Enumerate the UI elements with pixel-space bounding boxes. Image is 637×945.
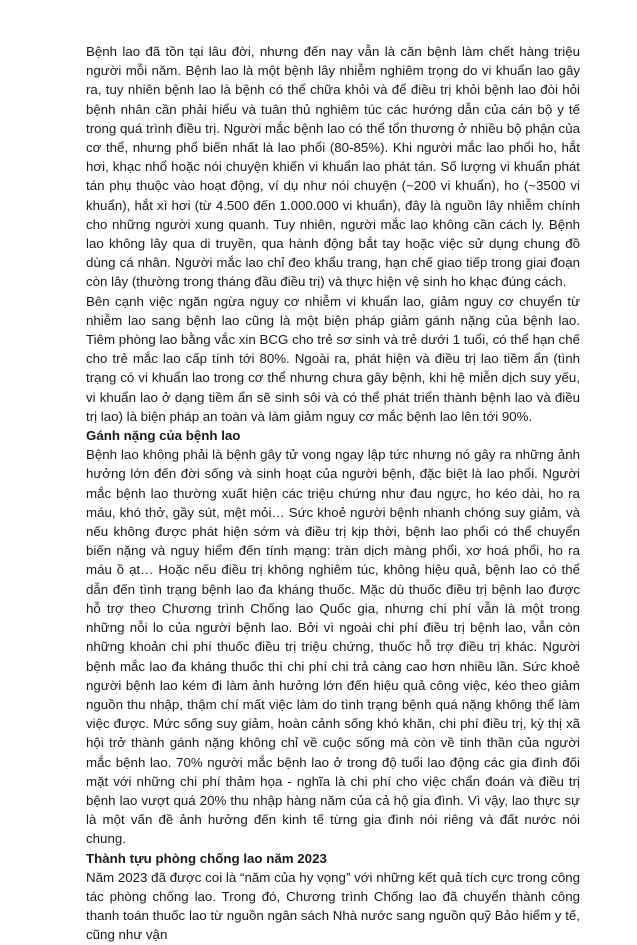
section-heading-achievements-2023: Thành tựu phòng chống lao năm 2023 xyxy=(86,850,327,866)
paragraph-intro-tuberculosis: Bệnh lao đã tồn tại lâu đời, nhưng đến nay vẫn là căn bệnh làm chết hàng triệu người mỗi năm. Bệnh lao là một bệnh lây nhiễm nghiêm trọng do vi khuẩn lao gây ra, tuy nhiên bệnh lao là bệnh có thể chữa khỏi và để điều trị khỏi bệnh lao đòi hỏi bệnh nhân cần phải hiểu và tuân thủ nghiêm túc các hướng dẫn của cán bộ y tế trong quá trình điều trị. Người mắc bệnh lao có thể tổn thương ở nhiều bộ phận của cơ thể, nhưng phổ biến nhất là lao phổi (80-85%). Khi người mắc lao phổi ho, hắt hơi, khạc nhổ hoặc nói chuyện khiến vi khuẩn lao phát tán. Số lượng vi khuẩn phát tán phụ thuộc vào hoạt động, ví dụ như nói chuyện (~200 vi khuẩn), ho (~3500 vi khuẩn), hắt xì hơi (từ 4.500 đến 1.000.000 vi khuẩn), đây là nguồn lây nhiễm chính cho những người xung quanh. Tuy nhiên, người mắc lao không cần cách ly. Bệnh lao không lây qua di truyền, qua hành động bắt tay hoặc việc sử dụng chung đồ dùng cá nhân. Người mắc lao chỉ đeo khẩu trang, hạn chế giao tiếp trong giai đoạn còn lây (thường trong tháng đầu điều trị) và thực hiện vệ sinh ho khạc đúng cách. xyxy=(86,44,580,290)
section-heading-burden: Gánh nặng của bệnh lao xyxy=(86,428,241,444)
paragraph-burden: Bệnh lao không phải là bệnh gây tử vong ngay lập tức nhưng nó gây ra những ảnh hưởng lớn đến đời sống và sinh hoạt của người bệnh, đặc biệt là lao phổi. Người mắc bệnh lao thường xuất hiện các triệu chứng như đau ngực, ho kéo dài, ho ra máu, khó thở, gầy sút, mệt mỏi… Sức khoẻ người bệnh nhanh chóng suy giảm, và nếu không được phát hiện sớm và điều trị kịp thời, bệnh lao phổi có thể chuyển biến nặng và nguy hiểm đến tính mạng: tràn dịch màng phổi, xơ hoá phổi, ho ra máu ồ ạt… Hoặc nếu điều trị không nghiêm túc, không hiệu quả, bệnh lao có thể dẫn đến tình trạng bệnh lao đa kháng thuốc. Mặc dù thuốc điều trị bệnh lao được hỗ trợ theo Chương trình Chống lao Quốc gia, nhưng chi phí vẫn là một trong những nỗi lo của người bệnh lao. Bởi vì ngoài chi phí điều trị bệnh lao, vẫn còn những khoản chi phí thuốc điều trị triệu chứng, thuốc hỗ trợ điều trị khác. Người bệnh mắc lao đa kháng thuốc thì chi phí chi trả càng cao hơn nhiều lần. Sức khoẻ người bệnh lao kém đi làm ảnh hưởng lớn đến hiệu quả công việc, kéo theo giảm nguồn thu nhập, thậm chí mất việc làm do tình trạng bệnh quá nặng không thể làm việc được. Mức sống suy giảm, hoàn cảnh sống khó khăn, chi phí điều trị, kỳ thị xã hội trở thành gánh nặng không chỉ về cuộc sống mà còn về tinh thần của người mắc bệnh lao. 70% người mắc bệnh lao ở trong độ tuổi lao động các gia đình đối mặt với những chi phí thảm họa - nghĩa là chi phí cho việc chẩn đoán và điều trị bệnh lao vượt quá 20% thu nhập hàng năm của cả hộ gia đình. Vì vậy, lao thực sự là một vấn đề ảnh hưởng đến kinh tế từng gia đình nói riêng và đất nước nói chung. xyxy=(86,447,580,847)
paragraph-prevention: Bên cạnh việc ngăn ngừa nguy cơ nhiễm vi khuẩn lao, giảm nguy cơ chuyển từ nhiễm lao sang bệnh lao cũng là một biện pháp giảm gánh nặng của bệnh lao. Tiêm phòng lao bằng vắc xin BCG cho trẻ sơ sinh và trẻ dưới 1 tuổi, có thể hạn chế cho trẻ mắc lao cấp tính tới 80%. Ngoài ra, phát hiện và điều trị lao tiềm ẩn (tình trạng có vi khuẩn lao trong cơ thể nhưng chưa gây bệnh, khi hệ miễn dịch suy yếu, vi khuẩn lao ở dạng tiềm ẩn sẽ sinh sôi và có thể phát triển thành bệnh lao và điều trị lao) là biện pháp an toàn và làm giảm nguy cơ mắc bệnh lao lên tới 90%. xyxy=(86,293,580,424)
paragraph-achievements: Năm 2023 đã được coi là “năm của hy vọng” với những kết quả tích cực trong công tác phòng chống lao. Trong đó, Chương trình Chống lao đã chuyển thành công thanh toán thuốc lao từ nguồn ngân sách Nhà nước sang nguồn quỹ Bảo hiểm y tế, cũng như vận xyxy=(86,869,580,943)
document-page xyxy=(86,42,580,945)
